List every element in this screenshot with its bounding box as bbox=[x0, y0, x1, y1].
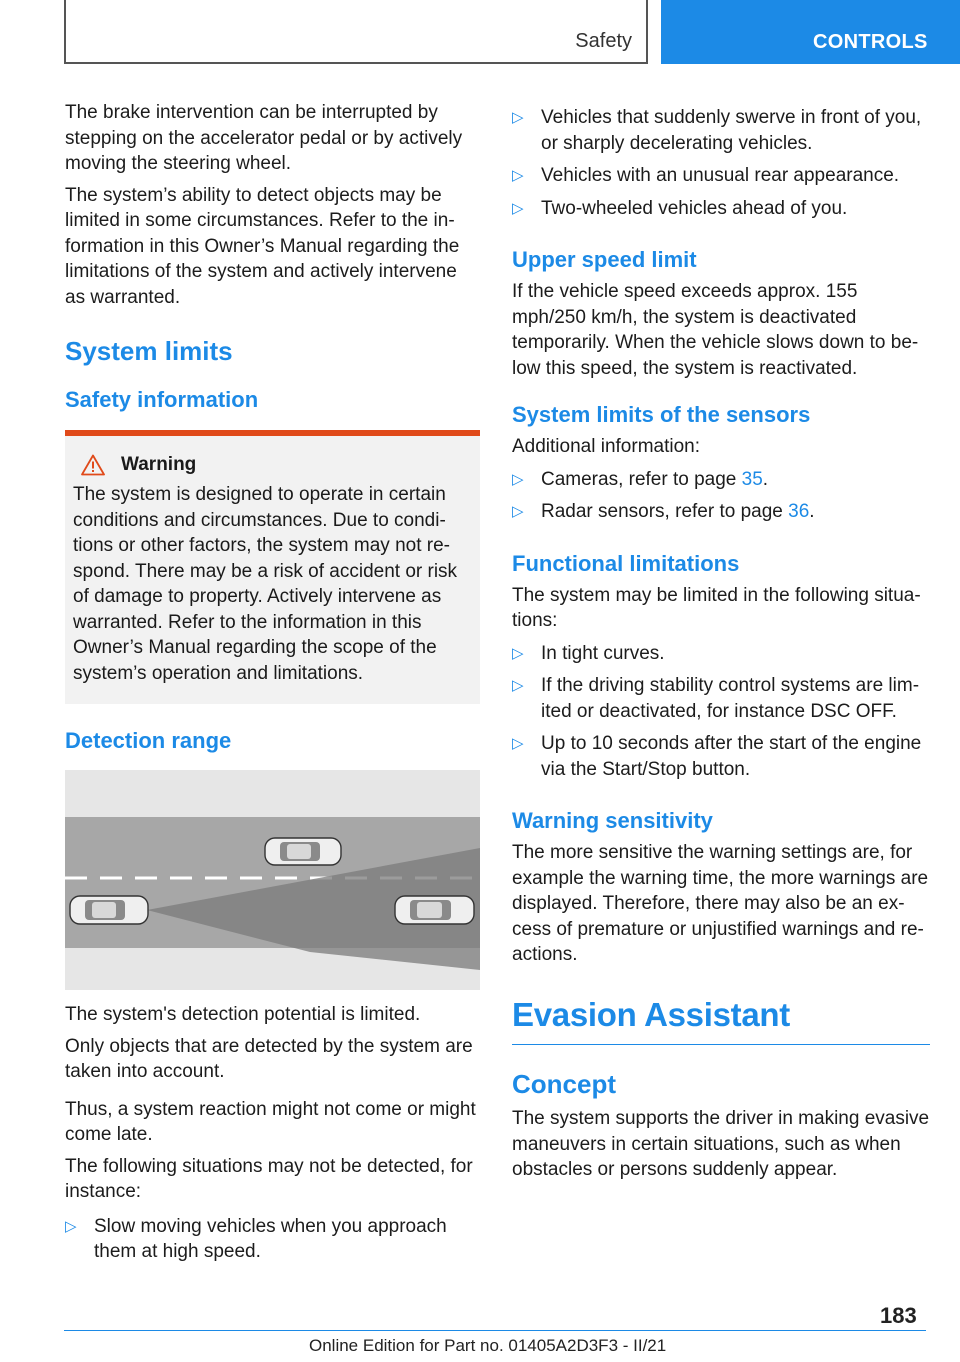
heading-functional-limitations: Functional limitations bbox=[512, 550, 740, 576]
detection-range-illustration bbox=[65, 770, 480, 990]
list-item: ▷ Two-wheeled vehicles ahead of you. bbox=[512, 196, 930, 222]
page-link-cameras[interactable]: 35 bbox=[741, 468, 763, 490]
car-own-icon bbox=[70, 896, 148, 924]
list-item: ▷ Radar sensors, refer to page 36. bbox=[512, 499, 930, 525]
list-item: ▷ Cameras, refer to page 35. bbox=[512, 467, 930, 493]
list-item: ▷ Up to 10 seconds after the start of the engine via the Start/Stop button. bbox=[512, 733, 922, 780]
chapter-title: CONTROLS bbox=[813, 31, 928, 53]
paragraph-situations: The following situations may not be detected, for instance: bbox=[65, 1155, 473, 1202]
triangle-right-icon: ▷ bbox=[65, 1217, 77, 1235]
page-link-radar[interactable]: 36 bbox=[788, 501, 810, 522]
triangle-right-icon: ▷ bbox=[512, 503, 524, 520]
heading-evasion-assistant: Evasion Assistant bbox=[512, 995, 790, 1033]
triangle-right-icon: ▷ bbox=[512, 109, 524, 126]
footer-rule bbox=[64, 1330, 926, 1331]
warning-box bbox=[65, 430, 480, 704]
bullet-list-right-1 bbox=[512, 105, 930, 221]
left-column bbox=[65, 100, 480, 1272]
bullet-list-right-2 bbox=[512, 641, 930, 783]
header-box bbox=[64, 0, 648, 64]
paragraph-reaction: Thus, a system reaction might not come or might come late. bbox=[65, 1098, 476, 1145]
right-column bbox=[512, 105, 930, 1189]
paragraph-potential: The system's detection potential is limited. bbox=[65, 1004, 421, 1025]
heading-underline bbox=[512, 1044, 930, 1046]
paragraph-detected: Only objects that are detected by the system are taken into account. bbox=[65, 1035, 473, 1082]
paragraph-additional-info: Additional information: bbox=[512, 436, 700, 457]
heading-safety-information: Safety information bbox=[65, 387, 259, 412]
triangle-right-icon: ▷ bbox=[512, 199, 524, 217]
heading-sensor-limits: System limits of the sensors bbox=[512, 402, 811, 427]
triangle-right-icon: ▷ bbox=[512, 735, 524, 752]
list-item: ▷ In tight curves. bbox=[512, 641, 930, 667]
list-item: ▷ If the driving stability control systems are limited or deactivated, for instance DSC OFF. bbox=[512, 675, 920, 722]
paragraph-detect: The system’s ability to detect objects may be limited in some circumstances. Refer to the information in this Owner’s Manual regarding the limitations of the system and actively intervene as warranted. bbox=[65, 184, 460, 308]
car-front-icon bbox=[395, 896, 474, 924]
warning-text: The system is designed to operate in certain conditions and circumstances. Due to conditions or other factors, the system may not respond. There may be a risk of accident or risk of damage to property. Actively intervene as warranted. Refer to the information in this Owner’s Manual regarding the scope of the system’s operation and limitations. bbox=[73, 484, 458, 684]
sensor-list bbox=[512, 467, 930, 525]
paragraph-functional: The system may be limited in the following situations: bbox=[512, 584, 921, 631]
triangle-right-icon: ▷ bbox=[512, 677, 524, 694]
paragraph-upper-speed: If the vehicle speed exceeds approx. 155 mph/250 km/h, the system is deactivated temporarily. When the vehicle slows down to below this speed, the system is reactivated. bbox=[512, 281, 919, 379]
car-ahead-icon bbox=[265, 838, 341, 865]
paragraph-concept: The system supports the driver in making evasive maneuvers in certain situations, such as when obstacles or persons suddenly appear. bbox=[512, 1108, 930, 1180]
list-item: ▷ Slow moving vehicles when you approach them at high speed. bbox=[65, 1215, 447, 1262]
section-title: Safety bbox=[575, 30, 632, 52]
warning-triangle-icon bbox=[81, 454, 105, 476]
bullet-list-left bbox=[65, 1214, 480, 1265]
warning-title: Warning bbox=[121, 454, 197, 475]
page-number: 183 bbox=[880, 1303, 917, 1328]
heading-concept: Concept bbox=[512, 1069, 616, 1099]
warning-header bbox=[73, 454, 472, 476]
list-item: ▷ Vehicles that suddenly swerve in front of you, or sharply decelerating vehicles. bbox=[512, 107, 922, 154]
chapter-tab bbox=[661, 0, 960, 64]
triangle-right-icon: ▷ bbox=[512, 644, 524, 662]
paragraph-brake: The brake intervention can be interrupted by stepping on the accelerator pedal or by actively moving the steering wheel. bbox=[65, 102, 463, 174]
heading-upper-speed-limit: Upper speed limit bbox=[512, 247, 697, 272]
triangle-right-icon: ▷ bbox=[512, 167, 524, 184]
list-item: ▷ Vehicles with an unusual rear appearance. bbox=[512, 163, 930, 189]
paragraph-warning-sensitivity: The more sensitive the warning settings are, for example the warning time, the more warnings are displayed. Therefore, there may also be an excess of premature or unjustified warnings and reactions. bbox=[512, 842, 929, 965]
heading-detection-range: Detection range bbox=[65, 728, 232, 753]
heading-warning-sensitivity: Warning sensitivity bbox=[512, 808, 713, 833]
triangle-right-icon: ▷ bbox=[512, 470, 524, 488]
heading-system-limits: System limits bbox=[65, 336, 233, 366]
edition-note: Online Edition for Part no. 01405A2D3F3 - II/21 bbox=[309, 1336, 667, 1355]
